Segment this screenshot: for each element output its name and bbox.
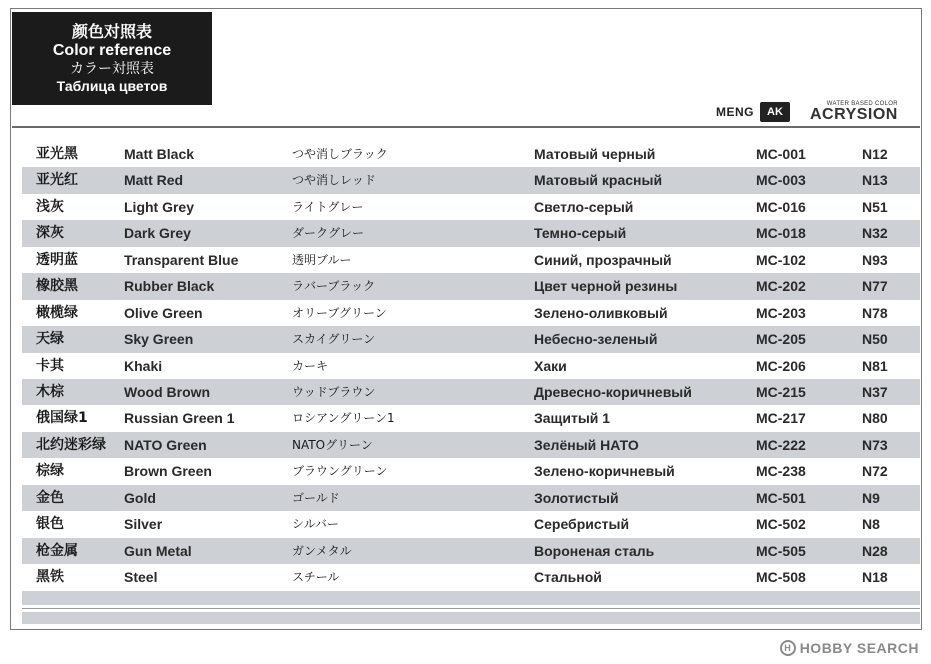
n-code: N28	[862, 542, 888, 559]
meng-code: MC-505	[756, 542, 806, 559]
color-name-russian: Хаки	[534, 357, 567, 374]
meng-code: MC-217	[756, 410, 806, 427]
color-name-russian: Серебристый	[534, 516, 630, 533]
color-name-chinese: 亚光红	[36, 172, 78, 189]
acrysion-logo	[810, 101, 898, 123]
table-row	[22, 458, 920, 484]
table-row	[22, 432, 920, 458]
meng-code: MC-206	[756, 357, 806, 374]
color-name-english: Russian Green 1	[124, 410, 235, 427]
meng-code: MC-102	[756, 251, 806, 268]
color-name-russian: Стальной	[534, 569, 602, 585]
n-code: N8	[862, 516, 880, 533]
n-code: N37	[862, 383, 888, 400]
color-name-japanese: ガンメタル	[292, 543, 352, 558]
color-name-japanese: ウッドブラウン	[292, 384, 376, 399]
meng-code: MC-205	[756, 331, 806, 348]
table-row	[22, 300, 920, 326]
color-name-russian: Матовый красный	[534, 172, 663, 189]
meng-code: MC-508	[756, 569, 806, 585]
color-name-english: Silver	[124, 516, 163, 533]
color-name-japanese: ライトグレー	[292, 199, 364, 214]
color-name-japanese: カーキ	[292, 358, 329, 373]
ak-logo: AK	[760, 102, 790, 122]
n-code: N78	[862, 304, 888, 321]
color-name-english: Sky Green	[124, 331, 194, 348]
color-name-english: Khaki	[124, 357, 163, 374]
color-name-japanese: ダークグレー	[292, 226, 365, 241]
title-japanese: カラー対照表	[70, 60, 154, 77]
empty-shaded-row	[22, 591, 920, 605]
color-name-english: Matt Red	[124, 172, 184, 189]
color-name-russian: Зелено-оливковый	[534, 304, 668, 321]
table-row	[22, 511, 920, 537]
title-english: Color reference	[52, 42, 172, 60]
meng-code: MC-222	[756, 436, 806, 453]
n-code: N18	[862, 569, 888, 585]
n-code: N32	[862, 225, 888, 242]
color-name-english: Rubber Black	[124, 278, 215, 295]
color-name-russian: Матовый черный	[534, 146, 656, 162]
color-name-japanese: ブラウングリーン	[292, 464, 388, 479]
color-name-japanese: オリーブグリーン	[292, 305, 387, 320]
color-name-english: Brown Green	[124, 463, 212, 480]
table-row	[22, 247, 920, 273]
table-row	[22, 167, 920, 193]
color-name-english: Gun Metal	[124, 542, 192, 559]
n-code: N80	[862, 410, 888, 427]
n-code: N72	[862, 463, 888, 480]
color-name-chinese: 金色	[36, 489, 64, 506]
color-name-chinese: 橡胶黑	[36, 278, 78, 295]
color-name-chinese: 亚光黑	[36, 146, 78, 162]
color-name-english: NATO Green	[124, 436, 207, 453]
meng-code: MC-016	[756, 198, 806, 215]
top-divider	[12, 126, 920, 128]
n-code: N50	[862, 331, 888, 348]
hobby-search-icon: H	[780, 640, 796, 656]
n-code: N93	[862, 251, 888, 268]
n-code: N81	[862, 357, 888, 374]
meng-code: MC-018	[756, 225, 806, 242]
n-code: N13	[862, 172, 888, 189]
color-name-japanese: ラバーブラック	[292, 279, 376, 294]
acrysion-tagline: WATER BASED COLOR	[826, 101, 898, 107]
n-code: N51	[862, 198, 888, 215]
title-chinese: 颜色对照表	[71, 21, 152, 41]
meng-code: MC-501	[756, 489, 806, 506]
watermark-text: HOBBY SEARCH	[799, 640, 919, 656]
color-name-chinese: 棕绿	[36, 463, 64, 480]
table-row	[22, 353, 920, 379]
color-name-chinese: 枪金属	[36, 542, 78, 559]
color-name-chinese: 黑铁	[36, 569, 64, 585]
color-name-chinese: 银色	[36, 516, 64, 533]
n-code: N77	[862, 278, 888, 295]
color-name-russian: Защитый 1	[534, 410, 611, 427]
color-name-japanese: NATOグリーン	[292, 437, 373, 452]
color-name-russian: Небесно-зеленый	[534, 331, 658, 348]
color-name-english: Wood Brown	[124, 383, 211, 400]
table-row	[22, 405, 920, 431]
color-name-japanese: ロシアングリーン1	[292, 411, 395, 426]
color-name-russian: Синий, прозрачный	[534, 251, 672, 268]
color-name-english: Gold	[124, 489, 156, 506]
color-name-russian: Зелено-коричневый	[534, 463, 675, 480]
n-code: N9	[862, 489, 880, 506]
color-name-chinese: 深灰	[36, 225, 64, 242]
table-row	[22, 564, 920, 590]
n-code: N12	[862, 146, 888, 162]
color-name-chinese: 橄榄绿	[36, 304, 78, 321]
table-row	[22, 538, 920, 564]
meng-code: MC-215	[756, 383, 806, 400]
table-row	[22, 485, 920, 511]
meng-logo: MENG	[716, 105, 754, 119]
meng-code: MC-003	[756, 172, 806, 189]
table-row	[22, 194, 920, 220]
color-name-english: Dark Grey	[124, 225, 191, 242]
color-name-chinese: 浅灰	[36, 198, 64, 215]
title-russian: Таблица цветов	[56, 78, 168, 95]
color-name-japanese: シルバー	[292, 517, 339, 532]
color-name-russian: Зелёный НАТО	[534, 436, 639, 453]
color-name-chinese: 透明蓝	[36, 251, 78, 268]
empty-shaded-row-2	[22, 612, 920, 624]
table-row	[22, 220, 920, 246]
color-name-japanese: スカイグリーン	[292, 332, 376, 347]
color-name-english: Olive Green	[124, 304, 203, 321]
color-name-chinese: 俄国绿1	[36, 410, 88, 427]
title-block	[12, 12, 212, 105]
color-name-english: Matt Black	[124, 146, 195, 162]
meng-code: MC-001	[756, 146, 806, 162]
color-name-english: Transparent Blue	[124, 251, 239, 268]
color-name-russian: Цвет черной резины	[534, 278, 678, 295]
color-name-russian: Вороненая сталь	[534, 542, 655, 559]
table-row	[22, 141, 920, 167]
table-row	[22, 379, 920, 405]
color-name-russian: Древесно-коричневый	[534, 383, 692, 400]
color-name-japanese: つや消しブラック	[292, 147, 388, 161]
color-table	[22, 141, 920, 590]
color-name-russian: Золотистый	[534, 489, 619, 506]
color-name-chinese: 卡其	[36, 357, 64, 374]
brand-logos	[716, 100, 898, 124]
meng-code: MC-502	[756, 516, 806, 533]
color-name-japanese: ゴールド	[292, 490, 340, 505]
meng-code: MC-203	[756, 304, 806, 321]
color-name-japanese: スチール	[292, 570, 340, 584]
color-name-japanese: 透明ブルー	[292, 252, 352, 267]
n-code: N73	[862, 436, 888, 453]
watermark	[780, 640, 919, 656]
table-row	[22, 326, 920, 352]
color-name-chinese: 木棕	[36, 383, 64, 400]
bottom-divider	[22, 608, 920, 609]
acrysion-wordmark: ACRYSION	[810, 106, 898, 123]
meng-code: MC-202	[756, 278, 806, 295]
color-name-chinese: 天绿	[36, 331, 64, 348]
color-name-english: Light Grey	[124, 198, 195, 215]
color-name-russian: Светло-серый	[534, 198, 634, 215]
meng-code: MC-238	[756, 463, 806, 480]
table-row	[22, 273, 920, 299]
color-name-english: Steel	[124, 569, 158, 585]
color-name-japanese: つや消しレッド	[292, 173, 376, 188]
color-name-russian: Темно-серый	[534, 225, 627, 242]
color-name-chinese: 北约迷彩绿	[36, 436, 106, 453]
